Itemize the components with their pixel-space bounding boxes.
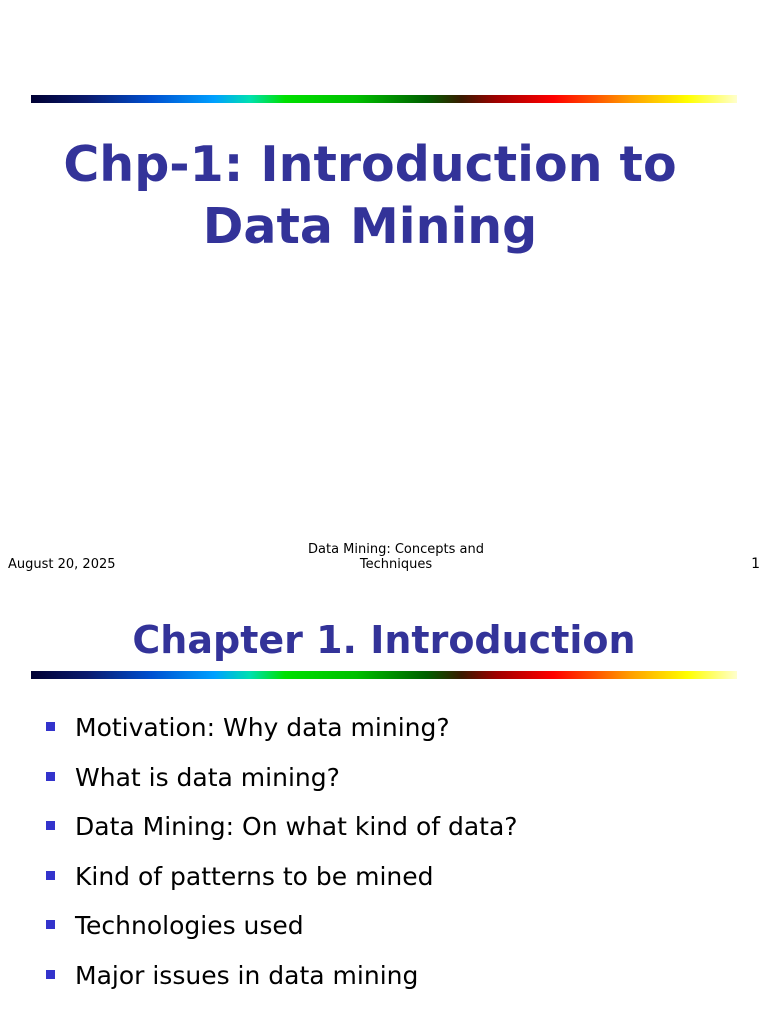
list-item xyxy=(46,861,518,911)
bullet-text: Kind of patterns to be mined xyxy=(75,861,434,891)
square-bullet-icon xyxy=(46,772,55,781)
rainbow-divider xyxy=(31,671,737,679)
square-bullet-icon xyxy=(46,871,55,880)
slide-title-line-1: Chp-1: Introduction to xyxy=(63,136,677,193)
bullet-list xyxy=(46,712,518,1010)
bullet-text: Motivation: Why data mining? xyxy=(75,713,450,742)
square-bullet-icon xyxy=(46,821,55,830)
square-bullet-icon xyxy=(46,920,55,929)
list-item xyxy=(46,811,518,861)
bullet-text: Technologies used xyxy=(75,911,304,941)
footer-course-title-line-2: Techniques xyxy=(359,557,433,572)
slide-title xyxy=(0,134,740,258)
bullet-text: Data Mining: On what kind of data? xyxy=(75,812,518,842)
footer-date: August 20, 2025 xyxy=(8,557,116,572)
list-item xyxy=(46,712,518,762)
rainbow-divider xyxy=(31,95,737,103)
list-item xyxy=(46,762,518,812)
slide-2 xyxy=(0,588,768,1024)
chapter-title: Chapter 1. Introduction xyxy=(132,618,636,662)
bullet-text: Major issues in data mining xyxy=(75,960,419,990)
list-item xyxy=(46,960,518,1010)
square-bullet-icon xyxy=(46,970,55,979)
footer-course-title-line-1: Data Mining: Concepts and xyxy=(308,542,484,557)
list-item xyxy=(46,910,518,960)
bullet-text: What is data mining? xyxy=(75,762,340,792)
slide-title-line-2: Data Mining xyxy=(202,198,538,255)
square-bullet-icon xyxy=(46,722,55,731)
footer-course-title xyxy=(296,542,496,572)
page-number: 1 xyxy=(751,556,760,572)
